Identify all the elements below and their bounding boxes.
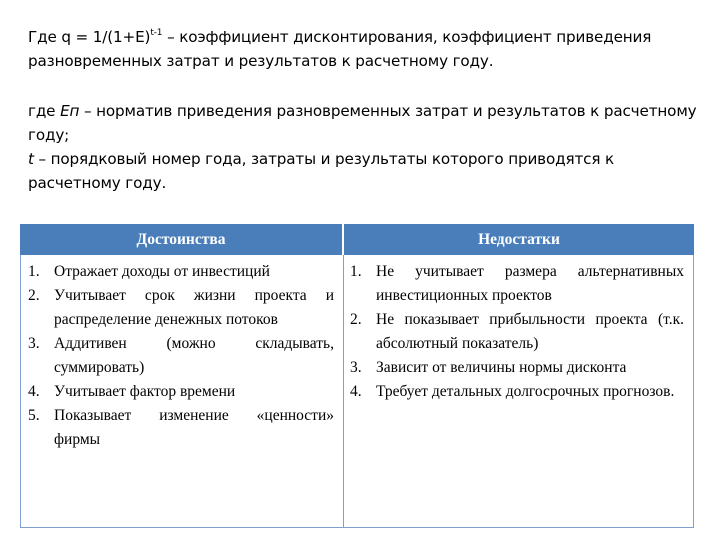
discount-coefficient-paragraph [28,25,698,73]
list-item [350,260,684,308]
formula-description: – коэффициент дисконтирования, коэффициент приведения разновременных затрат и результатов к расчетному году. [28,28,652,70]
item-number: 2. [350,311,362,328]
en-prefix: где [28,102,61,120]
item-number: 3. [350,359,362,376]
formula-lead: Где q = 1/(1+E) [28,28,151,46]
item-number: 2. [28,287,40,304]
item-text: Показывает изменение «ценности» фирмы [54,407,334,448]
item-text: Отражает доходы от инвестиций [54,263,270,280]
list-item [28,380,334,404]
t-definition [28,147,698,195]
pros-cons-table [20,224,694,530]
column-divider [343,255,344,528]
list-item [28,284,334,332]
item-text: Не учитывает размера альтернативных инвестиционных проектов [376,263,684,304]
t-text: – порядковый номер года, затраты и результаты которого приводятся к расчетному году. [28,150,615,192]
list-item [28,404,334,452]
list-item [28,260,334,284]
disadvantages-list [350,260,684,404]
item-text: Зависит от величины нормы дисконта [376,359,627,376]
table-header-row [20,224,694,255]
item-number: 5. [28,407,40,424]
en-definition [28,99,698,147]
item-number: 1. [28,263,40,280]
list-item [350,356,684,380]
item-text: Учитывает фактор времени [54,383,236,400]
item-text: Учитывает срок жизни проекта и распределение денежных потоков [54,287,334,328]
advantages-list [28,260,334,452]
en-text: – норматив приведения разновременных затрат и результатов к расчетному году; [28,102,697,144]
formula-exponent: t-1 [150,28,163,38]
en-symbol: Eп [60,102,80,120]
item-text: Не показывает прибыльности проекта (т.к. абсолютный показатель) [376,311,684,352]
list-item [350,308,684,356]
disadvantages-header: Недостатки [478,231,560,248]
list-item [350,380,684,404]
t-symbol: t [28,150,34,168]
item-number: 3. [28,335,40,352]
item-number: 1. [350,263,362,280]
formula-paragraph [28,25,698,73]
item-number: 4. [28,383,40,400]
item-text: Аддитивен (можно складывать, суммировать) [54,335,334,376]
item-number: 4. [350,383,362,400]
item-text: Требует детальных долгосрочных прогнозов. [376,383,675,400]
list-item [28,332,334,380]
advantages-header: Достоинства [136,231,226,248]
definitions-block [28,99,698,195]
